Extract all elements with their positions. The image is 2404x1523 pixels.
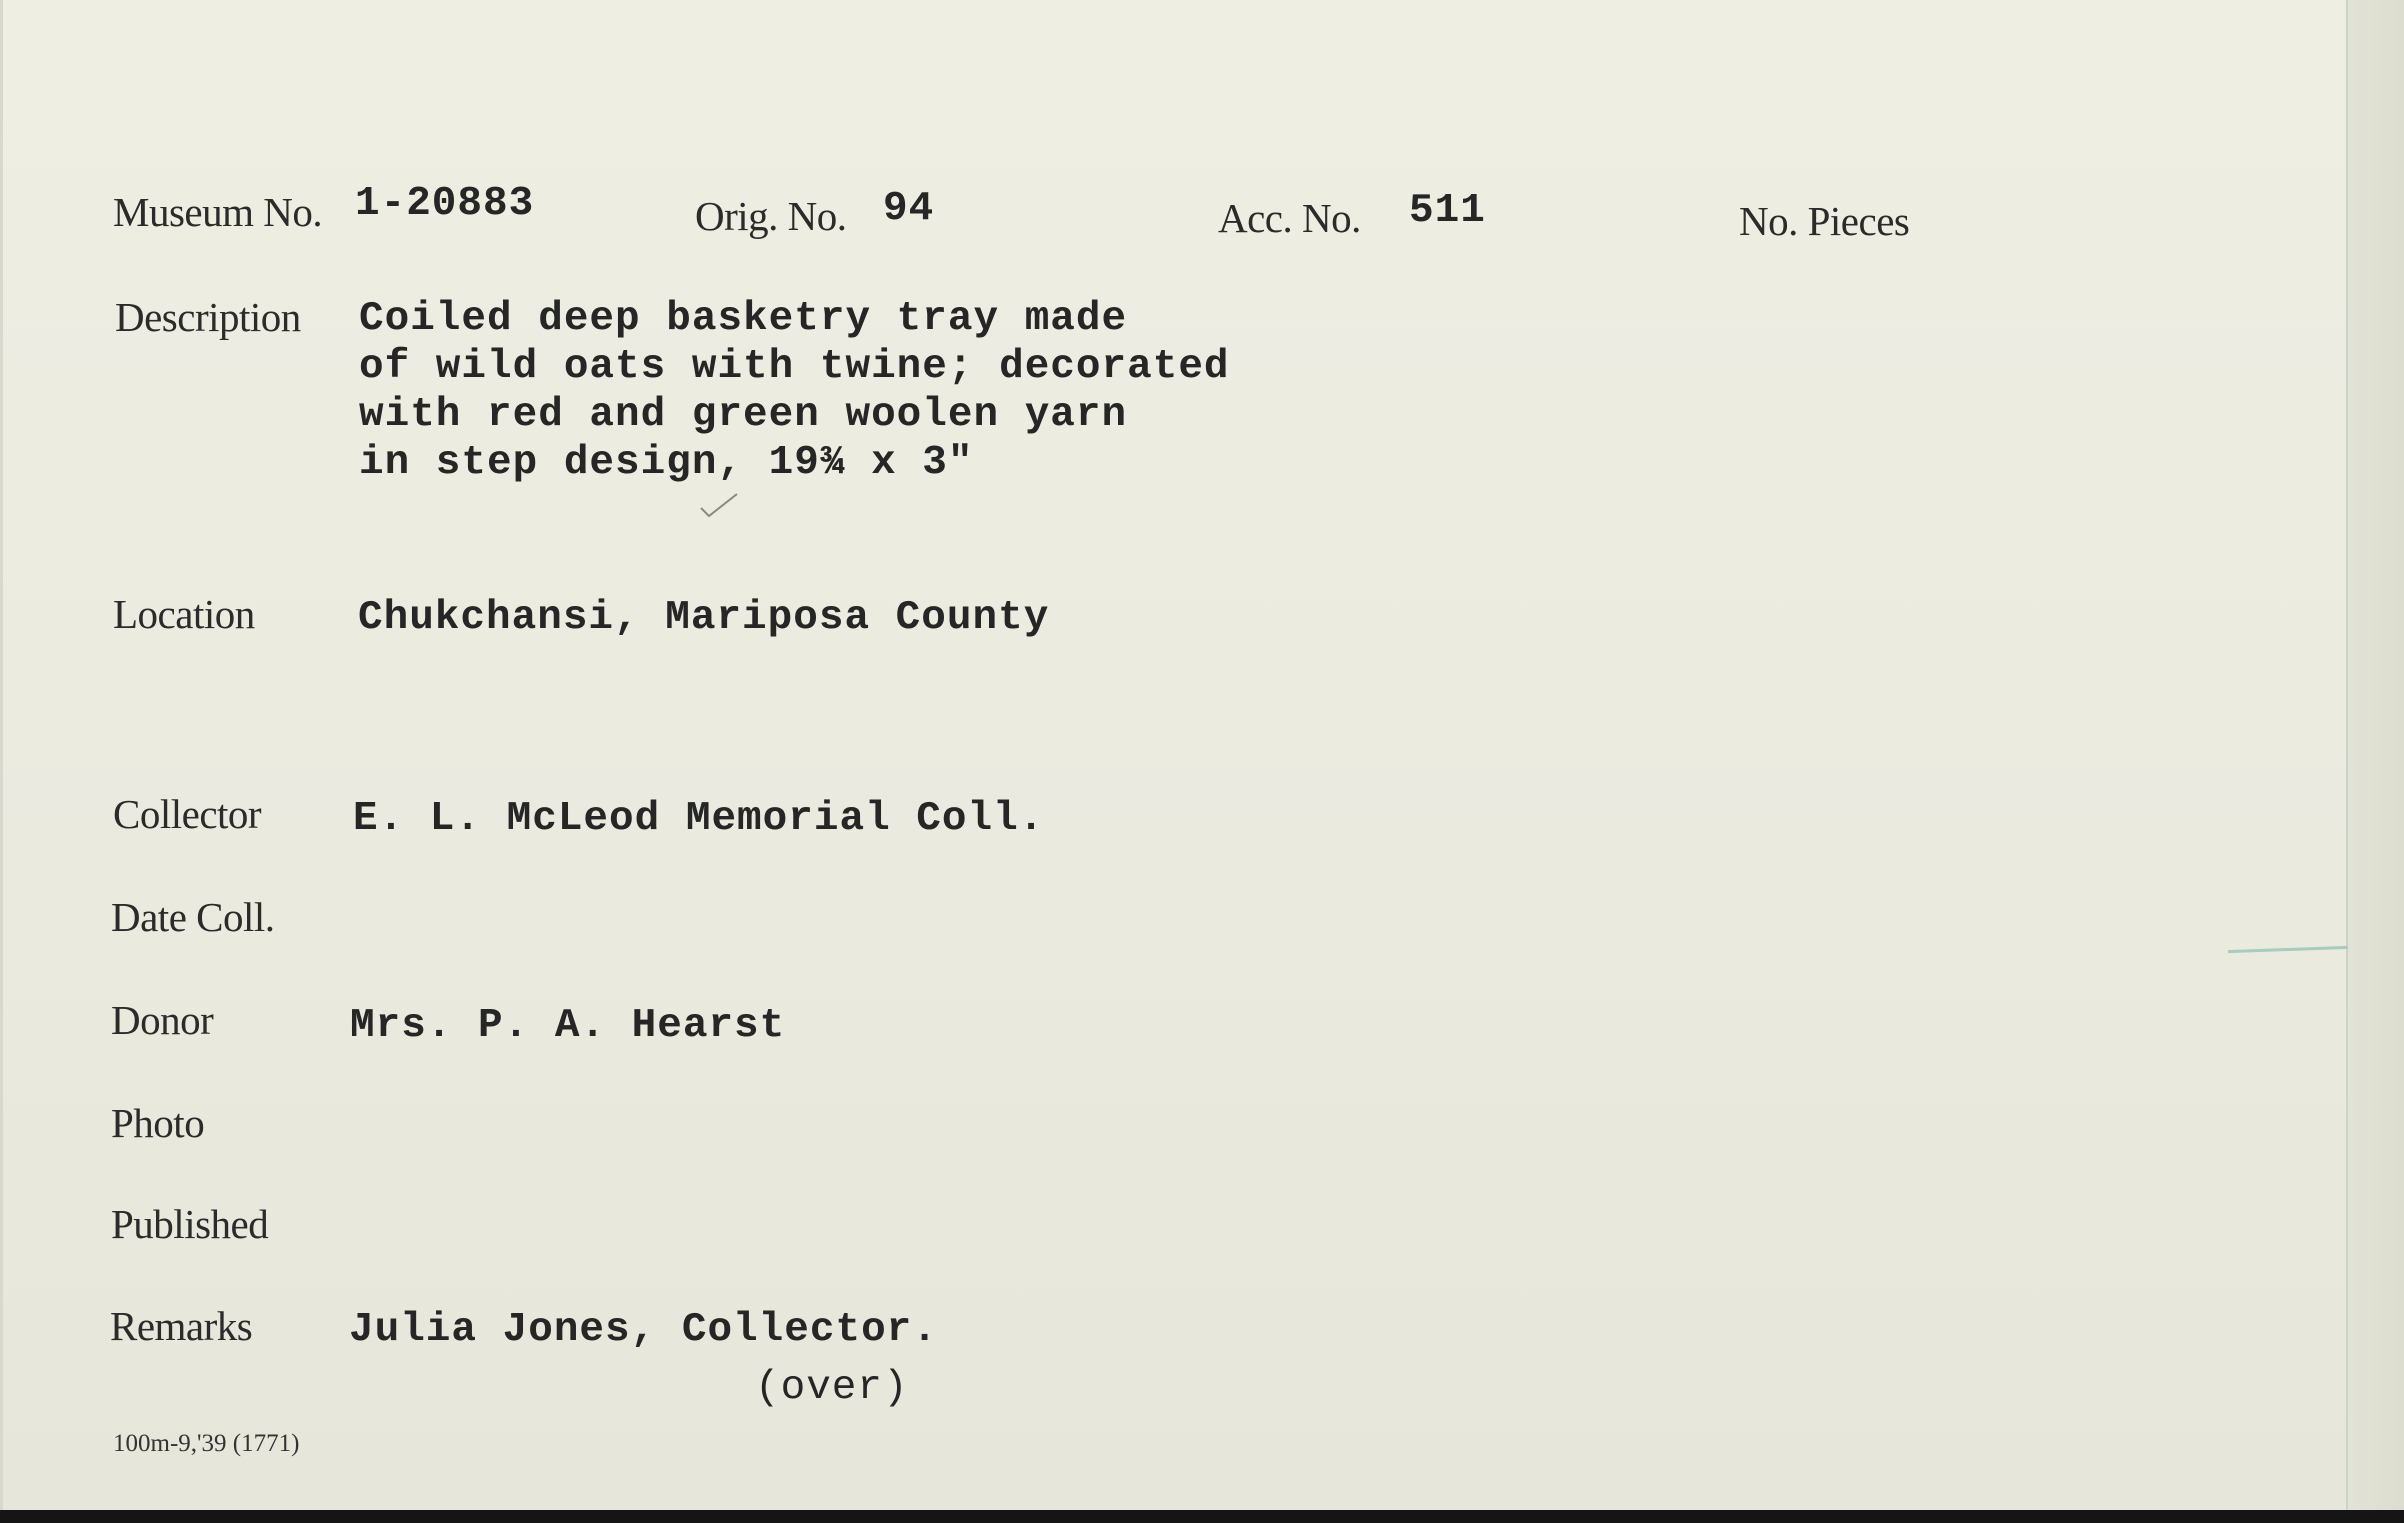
description-label: Description bbox=[115, 294, 301, 340]
description-line: of wild oats with twine; decorated bbox=[359, 344, 1230, 390]
description-line: with red and green woolen yarn bbox=[359, 392, 1128, 438]
location-label: Location bbox=[113, 591, 255, 637]
donor-value: Mrs. P. A. Hearst bbox=[350, 1003, 786, 1049]
acc-no-value: 511 bbox=[1409, 188, 1486, 234]
scan-border bbox=[0, 1510, 2404, 1523]
check-mark-icon bbox=[699, 490, 739, 520]
location-value: Chukchansi, Mariposa County bbox=[358, 595, 1050, 641]
photo-label: Photo bbox=[111, 1100, 205, 1146]
print-code: 100m-9,'39 (1771) bbox=[113, 1430, 300, 1457]
date-coll-label: Date Coll. bbox=[111, 894, 275, 940]
description-line: in step design, 19¾ x 3" bbox=[359, 440, 974, 486]
description-value bbox=[359, 295, 1230, 487]
edge-mark bbox=[2228, 946, 2348, 953]
museum-no-label: Museum No. bbox=[113, 189, 323, 235]
remarks-note: (over) bbox=[755, 1365, 909, 1411]
remarks-value: Julia Jones, Collector. bbox=[349, 1307, 938, 1353]
no-pieces-label: No. Pieces bbox=[1739, 198, 1910, 244]
orig-no-label: Orig. No. bbox=[695, 193, 847, 239]
museum-no-value: 1-20883 bbox=[355, 181, 535, 227]
donor-label: Donor bbox=[111, 997, 214, 1043]
description-line: Coiled deep basketry tray made bbox=[359, 296, 1128, 342]
remarks-label: Remarks bbox=[110, 1303, 253, 1349]
collector-value: E. L. McLeod Memorial Coll. bbox=[353, 796, 1045, 842]
collector-label: Collector bbox=[113, 791, 262, 837]
orig-no-value: 94 bbox=[883, 186, 935, 232]
published-label: Published bbox=[111, 1201, 269, 1247]
card-right-edge bbox=[2346, 0, 2404, 1510]
acc-no-label: Acc. No. bbox=[1218, 195, 1361, 241]
